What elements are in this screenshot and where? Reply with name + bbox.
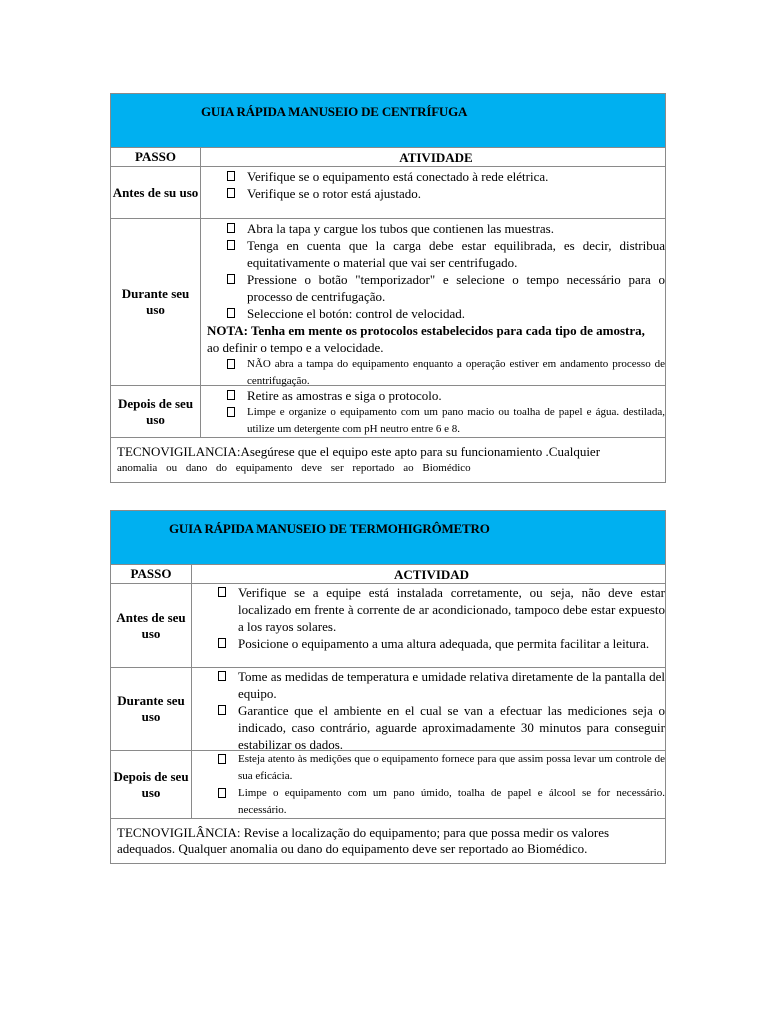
step-activity — [201, 167, 665, 218]
list-item: Retire as amostras e siga o protocolo. — [207, 387, 665, 404]
table-row — [111, 386, 665, 438]
tecno-line-2: adequados. Qualquer anomalia ou dano do equipamento deve ser reportado ao Biomédico. — [117, 841, 588, 856]
step-activity — [192, 584, 665, 667]
centrifuge-guide-table — [110, 93, 666, 483]
tecno-line-2: anomalia ou dano do equipamento deve ser reportado ao Biomédico — [117, 462, 471, 474]
guide-title: GUIA RÁPIDA MANUSEIO DE CENTRÍFUGA — [201, 104, 468, 119]
step-activity — [192, 751, 665, 818]
step-activity — [201, 386, 665, 437]
checkbox-bullet-icon — [227, 407, 235, 417]
list-item: Limpe e organize o equipamento com um pano macio ou toalha de papel e água. destilada, utilize um detergente com pH neutro entre 6 e 8. — [207, 404, 665, 438]
table-header-row — [111, 565, 665, 584]
table-row — [111, 751, 665, 819]
step-label: Antes de seu uso — [111, 584, 192, 667]
list-item: NÃO abra a tampa do equipamento enquanto a operação estiver em andamento processo de centrifugação. — [207, 356, 665, 390]
step-activity — [201, 219, 665, 385]
list-item: Garantice que el ambiente en el cual se van a efectuar las mediciones seja o indicado, caso contrário, aguarde aproximadamente 30 minutos para conseguir estabilizar os dados. — [198, 702, 665, 753]
list-item: Seleccione el botón: control de velocidad. — [207, 305, 665, 322]
step-label: Durante seu uso — [111, 219, 201, 385]
step-label: Antes de su uso — [111, 167, 201, 218]
list-item: Verifique se a equipe está instalada corretamente, ou seja, não deve estar localizado em frente à corrente de ar acondicionado, tampoco debe estar expuesto a los rayos solares. — [198, 584, 665, 635]
note — [207, 322, 665, 356]
checkbox-bullet-icon — [227, 188, 235, 198]
checkbox-bullet-icon — [218, 638, 226, 648]
list-item: Verifique se o equipamento está conectado à rede elétrica. — [207, 168, 665, 185]
note-rest: ao definir o tempo e a velocidade. — [207, 340, 384, 355]
table-row — [111, 584, 665, 668]
table-row — [111, 668, 665, 751]
checkbox-bullet-icon — [227, 390, 235, 400]
list-item: Esteja atento às medições que o equipamento fornece para que assim possa levar um controle de sua eficácia. — [198, 751, 665, 785]
tecno-line-1: TECNOVIGILANCIA:Asegúrese que el equipo este apto para su funcionamiento .Cualquier — [117, 444, 601, 459]
list-item: Abra la tapa y cargue los tubos que contienen las muestras. — [207, 220, 665, 237]
list-item: Tenga en cuenta que la carga debe estar equilibrada, es decir, distribua equitativamente o material que vai ser centrifugado. — [207, 237, 665, 271]
table-row — [111, 167, 665, 219]
tecno-line-1: TECNOVIGILÂNCIA: Revise a localização do equipamento; para que possa medir os valores — [117, 825, 610, 840]
list-item: Pressione o botão "temporizador" e selecione o tempo necessário para o processo de centrifugação. — [207, 271, 665, 305]
checkbox-bullet-icon — [218, 587, 226, 597]
header-activity: ACTIVIDAD — [393, 566, 470, 582]
guide-title: GUIA RÁPIDA MANUSEIO DE TERMOHIGRÔMETRO — [169, 521, 490, 536]
tecnovigilancia-text — [111, 819, 665, 857]
checkbox-bullet-icon — [227, 359, 235, 369]
checkbox-bullet-icon — [227, 171, 235, 181]
list-item: Tome as medidas de temperatura e umidade relativa diretamente de la pantalla del equipo. — [198, 668, 665, 702]
table-row — [111, 219, 665, 386]
list-item: Limpe o equipamento com um pano úmido, toalha de papel e álcool se for necessário. necessário. — [198, 785, 665, 819]
note-bold: NOTA: Tenha em mente os protocolos estabelecidos para cada tipo de amostra, — [207, 323, 645, 338]
header-step: PASSO — [111, 148, 201, 166]
checkbox-bullet-icon — [218, 788, 226, 798]
thermohygrometer-guide-table — [110, 510, 666, 864]
checkbox-bullet-icon — [227, 240, 235, 250]
step-label: Durante seu uso — [111, 668, 192, 750]
tecnovigilancia-text — [111, 438, 665, 476]
checkbox-bullet-icon — [218, 705, 226, 715]
guide-title-banner — [111, 511, 665, 565]
checkbox-bullet-icon — [227, 223, 235, 233]
checkbox-bullet-icon — [227, 274, 235, 284]
list-item: Posicione o equipamento a uma altura adequada, que permita facilitar a leitura. — [198, 635, 665, 652]
checkbox-bullet-icon — [227, 308, 235, 318]
list-item: Verifique se o rotor está ajustado. — [207, 185, 665, 202]
header-step: PASSO — [111, 565, 192, 583]
table-header-row — [111, 148, 665, 167]
step-label: Depois de seu uso — [111, 751, 192, 818]
step-activity — [192, 668, 665, 750]
tecnovigilancia-row — [111, 438, 665, 482]
header-activity: ATIVIDADE — [399, 149, 473, 165]
step-label: Depois de seu uso — [111, 386, 201, 437]
tecnovigilancia-row — [111, 819, 665, 863]
guide-title-banner — [111, 94, 665, 148]
checkbox-bullet-icon — [218, 671, 226, 681]
checkbox-bullet-icon — [218, 754, 226, 764]
